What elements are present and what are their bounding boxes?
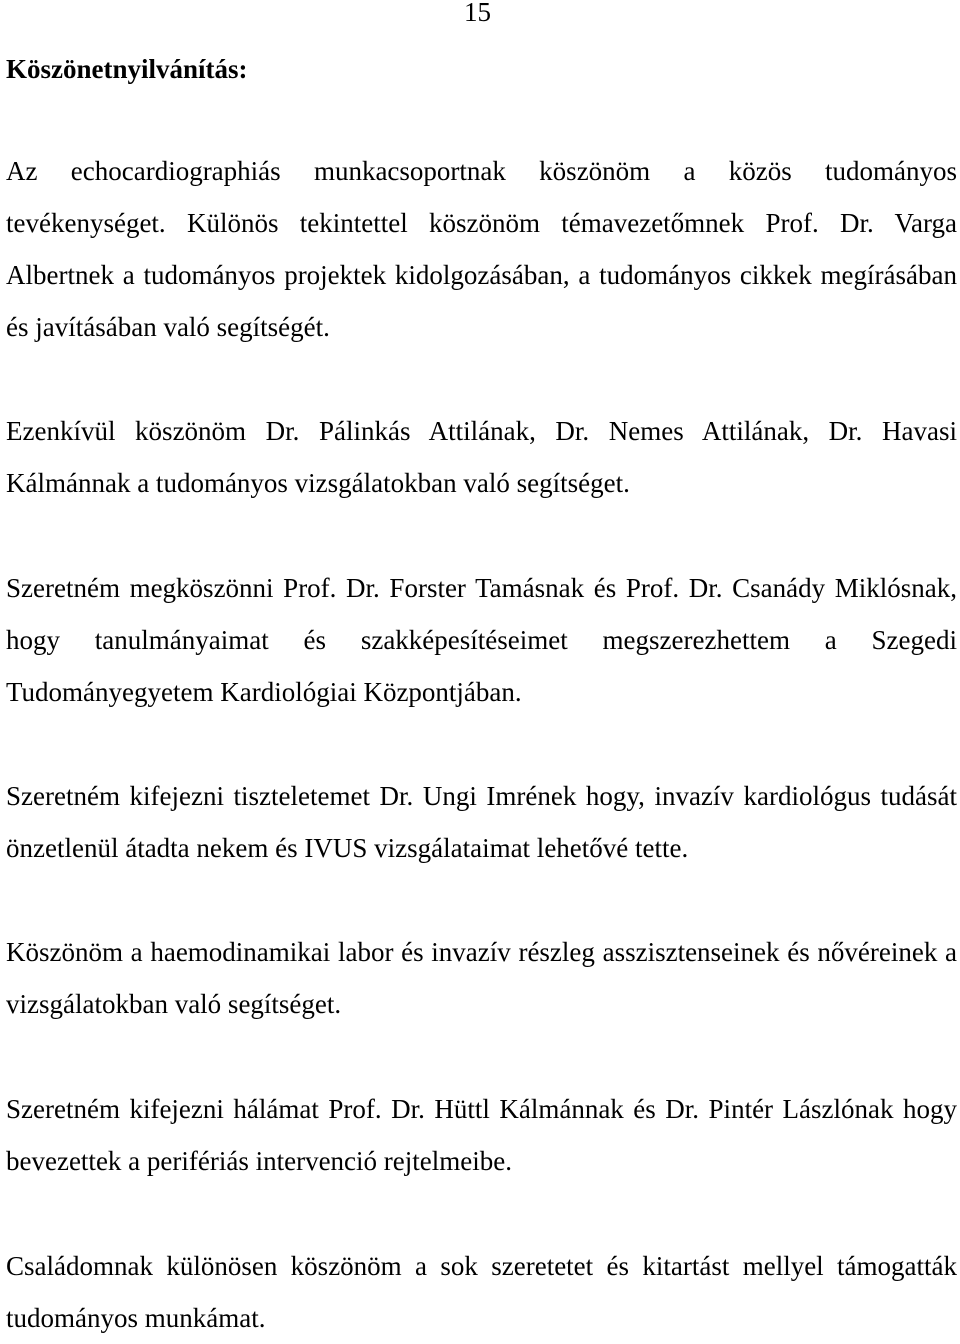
page-number: 15 — [464, 0, 491, 27]
paragraph-peripheral-intervention: Szeretném kifejezni hálámat Prof. Dr. Hüttl Kálmánnak és Dr. Pintér Lászlónak hogy bevezettek a perifériás intervenció rejtelmeibe. — [6, 1094, 957, 1176]
paragraph-invasive-cardiology: Szeretném kifejezni tiszteletemet Dr. Ungi Imrének hogy, invazív kardiológus tudását önzetlenül átadta nekem és IVUS vizsgálataimat lehetővé tette. — [6, 781, 957, 863]
paragraph-echocardiography-group: Az echocardiographiás munkacsoportnak köszönöm a közös tudományos tevékenységet. Különös tekintettel köszönöm témavezetőmnek Prof. Dr. Varga Albertnek a tudományos projektek kidolgozásában, a tudományos cikkek megírásában és javításában való segítségét. — [6, 156, 957, 342]
paragraph-research-assistance: Ezenkívül köszönöm Dr. Pálinkás Attilának, Dr. Nemes Attilának, Dr. Havasi Kálmánnak a tudományos vizsgálatokban való segítséget. — [6, 416, 957, 498]
paragraph-family: Családomnak különösen köszönöm a sok szeretetet és kitartást mellyel támogatták tudományos munkámat. — [6, 1251, 957, 1333]
page-heading: Köszönetnyilvánítás: — [6, 54, 248, 84]
paragraph-haemodynamic-lab: Köszönöm a haemodinamikai labor és invazív részleg asszisztenseinek és nővéreinek a vizsgálatokban való segítséget. — [6, 937, 957, 1019]
paragraph-studies-qualifications: Szeretném megköszönni Prof. Dr. Forster Tamásnak és Prof. Dr. Csanády Miklósnak, hogy tanulmányaimat és szakképesítéseimet megszerezhettem a Szegedi Tudományegyetem Kardiológiai Központjában. — [6, 573, 957, 707]
